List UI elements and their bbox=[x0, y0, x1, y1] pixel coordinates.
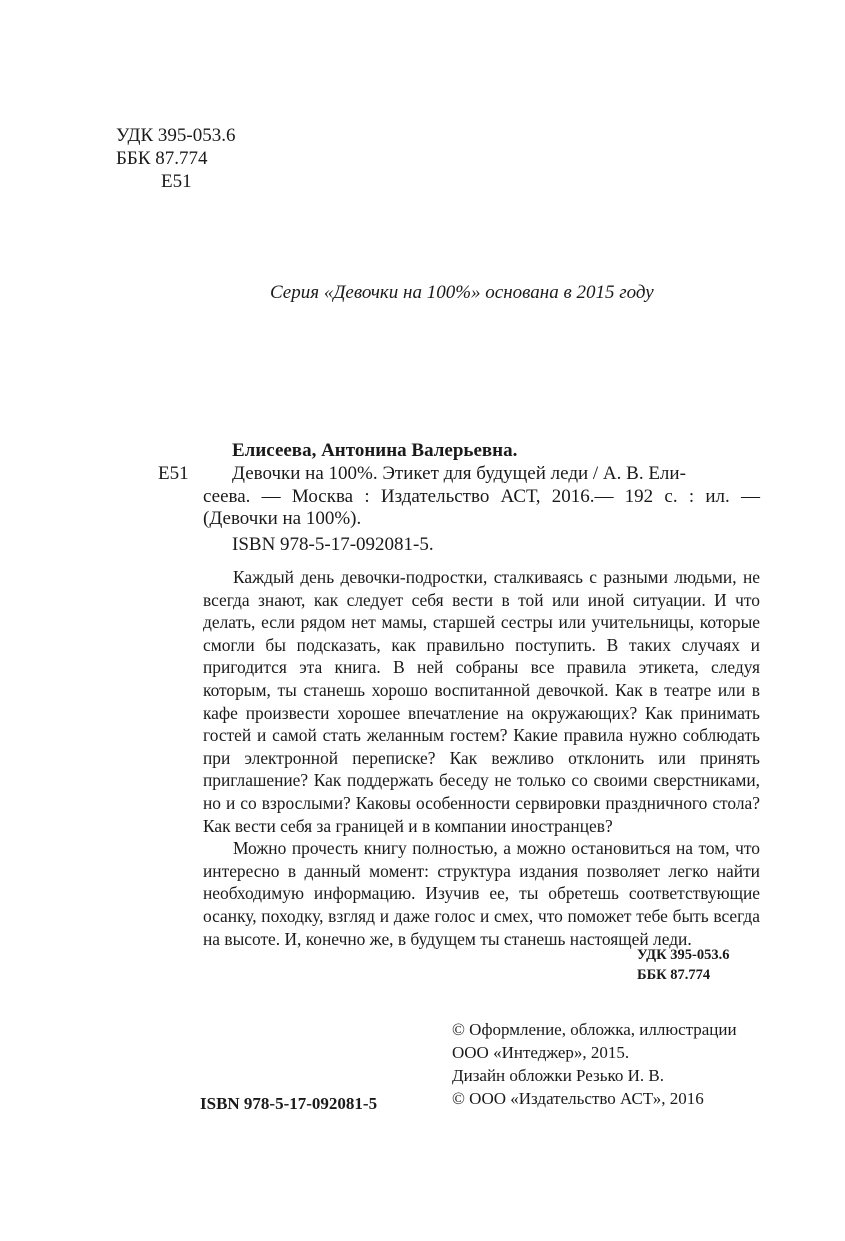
copyright-block bbox=[452, 1018, 737, 1110]
copyright-design-owner: ООО «Интеджер», 2015. bbox=[452, 1043, 630, 1062]
bibliographic-description bbox=[203, 463, 760, 531]
bbk-code: ББК 87.774 bbox=[116, 148, 208, 169]
bbk-code-bottom: ББК 87.774 bbox=[637, 967, 711, 983]
copyright-design: © Оформление, обложка, иллюстрации bbox=[452, 1020, 737, 1039]
isbn-bottom: ISBN 978-5-17-092081-5 bbox=[200, 1094, 378, 1113]
author-sign: Е51 bbox=[161, 171, 192, 192]
annotation bbox=[203, 566, 760, 950]
entry-author-sign: Е51 bbox=[158, 463, 189, 484]
udk-code: УДК 395-053.6 bbox=[116, 125, 236, 146]
annotation-paragraph-2: Можно прочесть книгу полностью, а можно остановиться на том, что интересно в данный момент: структура издания позволяет легко найти необходимую информацию. Изучив ее, ты обретешь соответствующие осанку, походку, взгляд и даже голос и смех, что поможет тебе быть всегда на высоте. И, конечно же, в будущем ты станешь настоящей леди. bbox=[203, 838, 760, 949]
classification-block-bottom bbox=[637, 945, 730, 985]
cover-designer: Дизайн обложки Резько И. В. bbox=[452, 1066, 665, 1085]
description-line-1: Девочки на 100%. Этикет для будущей леди / А. В. Ели- bbox=[232, 463, 686, 484]
description-continuation: сеева. — Москва : Издательство АСТ, 2016.— 192 с. : ил. — (Девочки на 100%). bbox=[203, 485, 760, 529]
entry-author: Елисеева, Антонина Валерьевна. bbox=[232, 440, 518, 461]
entry-isbn: ISBN 978-5-17-092081-5. bbox=[232, 534, 434, 555]
classification-block bbox=[116, 124, 236, 193]
copyright-publisher: © ООО «Издательство АСТ», 2016 bbox=[452, 1089, 704, 1108]
annotation-paragraph-1: Каждый день девочки-подростки, сталкиваясь с разными людьми, не всегда знают, как следует себя вести в той или иной ситуации. И что делать, если рядом нет мамы, старшей сестры или учительницы, которые смогли бы подсказать, как правильно поступить. В таких случаях и пригодится эта книга. В ней собраны все правила этикета, следуя которым, ты станешь хорошо воспитанной девочкой. Как в театре или в кафе произвести хорошее впечатление на окружающих? Как принимать гостей и самой стать желанным гостем? Какие правила нужно соблюдать при электронной переписке? Как вежливо отклонить или принять приглашение? Как поддержать беседу не только со своими сверстниками, но и со взрослыми? Каковы особенности сервировки праздничного стола? Как вести себя за границей и в компании иностранцев? bbox=[203, 567, 760, 836]
udk-code-bottom: УДК 395-053.6 bbox=[637, 947, 730, 963]
series-note: Серия «Девочки на 100%» основана в 2015 году bbox=[270, 282, 654, 303]
